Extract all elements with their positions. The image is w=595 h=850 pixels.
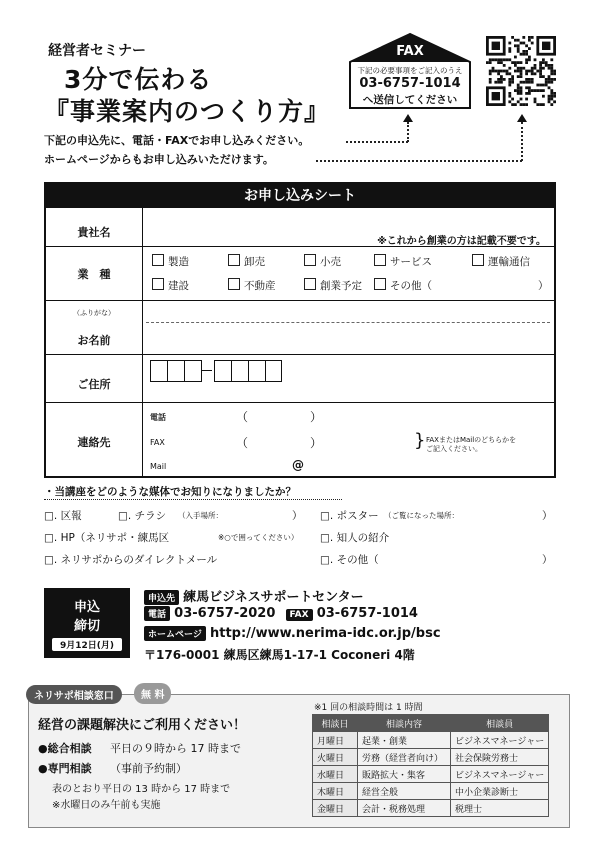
apply-contact-line — [144, 606, 418, 621]
deadline-line1: 申込 — [73, 600, 100, 615]
survey-option-poster[interactable]: □. ポスター — [320, 510, 379, 522]
table-header: 相談内容 — [358, 715, 451, 732]
apply-tag: 申込先 — [144, 590, 179, 605]
phone-open-paren: （ — [236, 410, 249, 424]
deadline-date: 9月12日(月) — [52, 638, 122, 651]
checkbox-icon[interactable] — [304, 278, 316, 290]
at-mark-icon: @ — [292, 458, 304, 472]
address-label: ご住所 — [77, 378, 111, 391]
survey-option-koho[interactable]: □. 区報 — [44, 510, 82, 522]
consult-table — [312, 714, 549, 817]
survey-option-other[interactable]: □. その他（ — [320, 554, 379, 566]
application-form — [44, 182, 556, 478]
special-detail1: 表のとおり平日の 13 時から 17 時まで — [52, 784, 231, 795]
zipcode-dash — [202, 370, 212, 371]
table-cell: 水曜日 — [313, 766, 358, 783]
fax-instruction: 下記の必要事項をご記入のうえ — [357, 66, 463, 75]
contact-note — [426, 436, 516, 454]
table-cell: 販路拡大・集客 — [358, 766, 451, 783]
apply-tel[interactable]: 03-6757-2020 — [174, 606, 276, 621]
table-row — [313, 749, 549, 766]
apply-web-line — [144, 626, 441, 641]
poster-close: ） — [542, 510, 553, 522]
special-detail2: ※水曜日のみ午前も実施 — [52, 800, 161, 811]
fax-tag-icon: FAX — [286, 609, 313, 621]
table-cell: 月曜日 — [313, 732, 358, 749]
intro-line2: ホームページからもお申し込みいただけます。 — [44, 153, 274, 166]
table-cell: ビジネスマネージャー — [451, 766, 549, 783]
mail-label: Mail — [150, 462, 167, 471]
fax-action: へ送信してください — [362, 94, 458, 106]
deadline-line2: 締切 — [73, 619, 100, 634]
table-cell: ビジネスマネージャー — [451, 732, 549, 749]
industry-option[interactable]: 運輸通信 — [472, 254, 530, 269]
table-cell: 税理士 — [451, 800, 549, 817]
deadline-box — [44, 588, 130, 658]
contact-fields[interactable] — [186, 406, 406, 474]
fax-open-paren: （ — [236, 436, 249, 450]
phone-label: 電話 — [150, 413, 166, 422]
survey-option-referral[interactable]: □. 知人の紹介 — [320, 532, 390, 544]
checkbox-icon[interactable] — [374, 254, 386, 266]
company-label: 貴社名 — [77, 226, 111, 239]
survey-option-hp[interactable]: □. HP（ネリサポ・練馬区 — [44, 532, 170, 544]
consult-badge: ネリサポ相談窓口 — [26, 685, 122, 704]
apply-address: 〒176-0001 練馬区練馬1-17-1 Coconeri 4階 — [144, 648, 415, 662]
qr-code-graphic — [486, 36, 556, 106]
industry-other-close: ） — [538, 280, 549, 292]
name-label: お名前 — [77, 334, 111, 347]
table-row — [313, 800, 549, 817]
curly-brace: } — [414, 430, 426, 451]
contact-note-line2: ご記入ください。 — [426, 445, 482, 453]
fax-label: FAX — [396, 44, 424, 59]
free-badge: 無 料 — [134, 683, 171, 704]
company-note: ※これから創業の方は記載不要です。 — [377, 236, 546, 247]
checkbox-icon[interactable] — [152, 254, 164, 266]
survey-question: ・当講座をどのような媒体でお知りになりましたか？ — [44, 486, 296, 498]
address-field[interactable] — [286, 358, 550, 398]
apply-org: 練馬ビジネスサポートセンター — [183, 590, 364, 605]
fax-box — [346, 32, 474, 110]
table-header-row — [313, 715, 549, 732]
intro-line1: 下記の申込先に、電話・FAXでお申し込みください。 — [44, 134, 310, 147]
fax-close-paren: ） — [310, 436, 323, 450]
zipcode-second-field[interactable] — [214, 360, 282, 382]
industry-options-row2 — [152, 278, 552, 294]
checkbox-icon[interactable] — [472, 254, 484, 266]
fax-field-label: FAX — [150, 438, 165, 447]
general-label: ●総合相談 — [38, 742, 92, 755]
general-text: 平日の９時から 17 時まで — [110, 742, 241, 755]
table-cell: 中小企業診断士 — [451, 783, 549, 800]
contact-label: 連絡先 — [77, 436, 111, 449]
fax-number: 03-6757-1014 — [359, 76, 461, 91]
table-cell: 社会保険労務士 — [451, 749, 549, 766]
leader-dots-2-vertical — [521, 122, 523, 161]
table-cell: 会計・税務処理 — [358, 800, 451, 817]
arrow-up-icon — [517, 114, 527, 122]
table-row — [313, 766, 549, 783]
table-row — [313, 732, 549, 749]
chirashi-close: ） — [292, 510, 303, 522]
apply-fax[interactable]: 03-6757-1014 — [316, 606, 418, 621]
industry-option[interactable]: 建設 — [152, 278, 189, 293]
arrow-up-icon — [403, 114, 413, 122]
title-line2: 『事業案内のつくり方』 — [44, 97, 331, 126]
furigana-label: （ふりがな） — [73, 309, 115, 317]
table-header: 相談員 — [451, 715, 549, 732]
checkbox-icon[interactable] — [228, 254, 240, 266]
table-header: 相談日 — [313, 715, 358, 732]
industry-label: 業 種 — [77, 268, 111, 281]
industry-option[interactable]: 製造 — [152, 254, 189, 269]
phone-close-paren: ） — [310, 410, 323, 424]
industry-option[interactable]: 卸売 — [228, 254, 265, 269]
leader-dots-2 — [316, 160, 522, 162]
industry-option[interactable]: 不動産 — [228, 278, 276, 293]
industry-option[interactable]: サービス — [374, 254, 432, 269]
special-text: （事前予約制） — [110, 762, 187, 775]
qr-code[interactable] — [486, 36, 556, 106]
industry-option[interactable]: 創業予定 — [304, 278, 362, 293]
table-cell: 労務（経営者向け） — [358, 749, 451, 766]
form-title: お申し込みシート — [46, 184, 554, 208]
name-field[interactable] — [146, 302, 550, 352]
other-close: ） — [542, 554, 553, 566]
phone-tag-icon: 電話 — [144, 606, 170, 621]
table-note: ※1 回の相談時間は 1 時間 — [314, 703, 423, 713]
leader-dots-1 — [346, 141, 408, 143]
title-line1: 3分で伝わる — [64, 65, 213, 94]
seminar-kicker: 経営者セミナー — [48, 43, 146, 59]
checkbox-icon[interactable] — [228, 278, 240, 290]
table-cell: 経営全般 — [358, 783, 451, 800]
survey-underline — [44, 499, 342, 500]
table-cell: 火曜日 — [313, 749, 358, 766]
zipcode-first-field[interactable] — [150, 360, 202, 382]
hp-note: ※○で囲ってください） — [218, 533, 299, 542]
form-column-divider — [142, 208, 143, 476]
poster-note: （ご覧になった場所： — [384, 511, 459, 520]
web-tag: ホームページ — [144, 626, 206, 641]
survey-option-chirashi[interactable]: □. チラシ — [118, 510, 167, 522]
consult-headline: 経営の課題解決にご利用ください！ — [38, 718, 247, 733]
table-cell: 金曜日 — [313, 800, 358, 817]
industry-option[interactable]: 小売 — [304, 254, 341, 269]
checkbox-icon[interactable] — [374, 278, 386, 290]
checkbox-icon[interactable] — [304, 254, 316, 266]
consult-table-wrap — [312, 714, 549, 817]
industry-options-row1 — [152, 254, 552, 270]
table-cell: 起業・創業 — [358, 732, 451, 749]
checkbox-icon[interactable] — [152, 278, 164, 290]
apply-url[interactable]: http://www.nerima-idc.or.jp/bsc — [209, 626, 441, 641]
leader-dots-1-vertical — [407, 122, 409, 142]
table-row — [313, 783, 549, 800]
survey-option-dm[interactable]: □. ネリサポからのダイレクトメール — [44, 554, 218, 566]
chirashi-note: （入手場所： — [178, 511, 223, 520]
apply-org-line — [144, 586, 364, 605]
table-cell: 木曜日 — [313, 783, 358, 800]
contact-note-line1: FAXまたはMailのどちらかを — [426, 436, 517, 444]
industry-option[interactable]: その他（ — [374, 278, 432, 293]
special-label: ●専門相談 — [38, 762, 92, 775]
